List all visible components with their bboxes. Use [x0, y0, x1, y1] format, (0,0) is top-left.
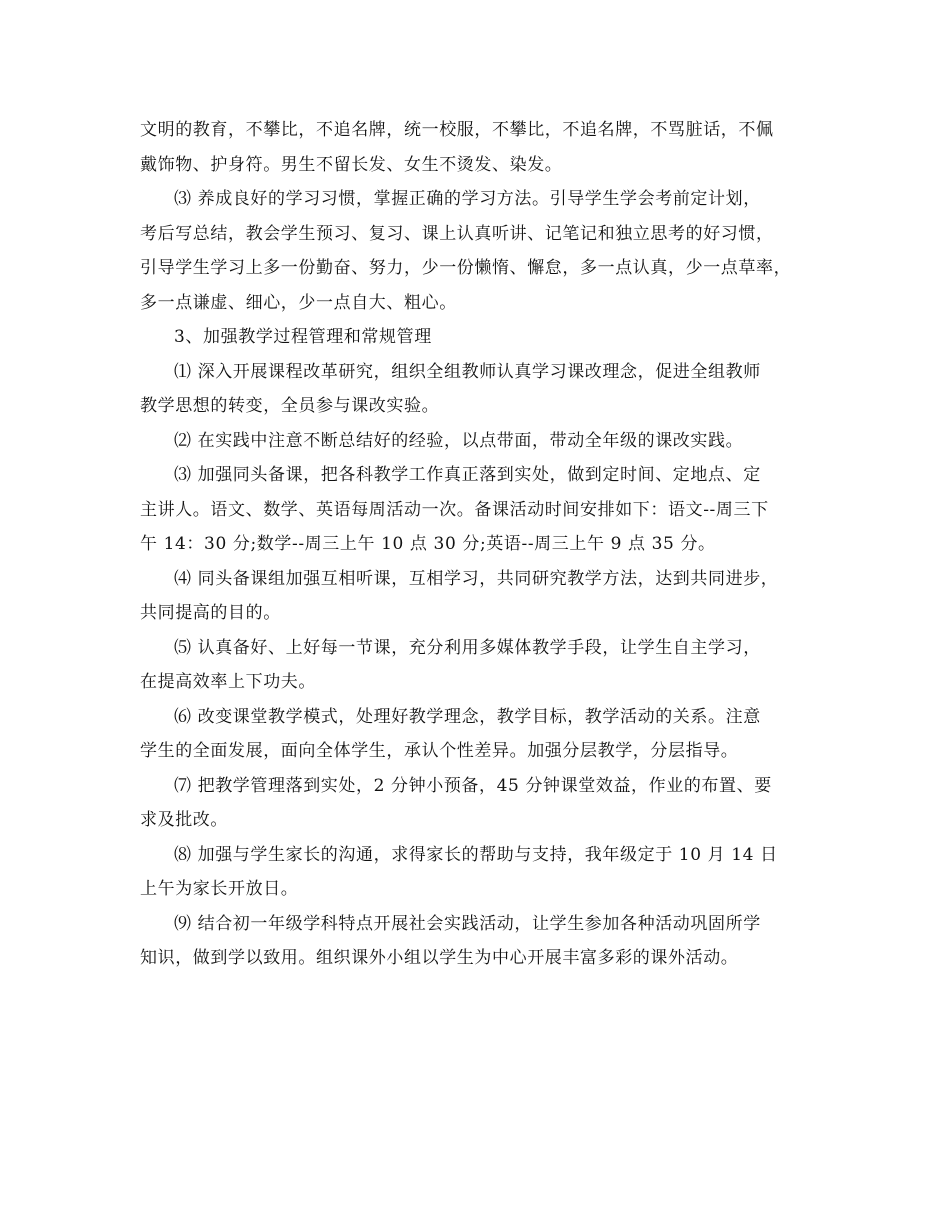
text-line: ⑴ 深入开展课程改革研究，组织全组教师认真学习课改理念，促进全组教师	[174, 361, 761, 382]
text-line: ⑺ 把教学管理落到实处，2 分钟小预备，45 分钟课堂效益，作业的布置、要	[174, 775, 772, 796]
text-line: ⑼ 结合初一年级学科特点开展社会实践活动，让学生参加各种活动巩固所学	[174, 913, 761, 934]
section-heading: 3、加强教学过程管理和常规管理	[174, 327, 432, 347]
text-line: 学生的全面发展，面向全体学生，承认个性差异。加强分层教学，分层指导。	[140, 741, 739, 761]
text-line: 知识，做到学以致用。组织课外小组以学生为中心开展丰富多彩的课外活动。	[140, 948, 739, 968]
document-body	[140, 113, 830, 976]
text-line: 引导学生学习上多一份勤奋、努力，少一份懒惰、懈怠，多一点认真，少一点草率，	[140, 258, 792, 278]
text-line: ⑵ 在实践中注意不断总结好的经验，以点带面，带动全年级的课改实践。	[174, 430, 744, 451]
text-line: 教学思想的转变，全员参与课改实验。	[140, 396, 440, 416]
text-line: 求及批改。	[140, 810, 228, 830]
text-line: 文明的教育，不攀比，不追名牌，统一校服，不攀比，不追名牌，不骂脏话，不佩	[140, 120, 774, 140]
text-line: 午 14：30 分;数学--周三上午 10 点 30 分;英语--周三上午 9 点 35 分。	[140, 534, 716, 554]
text-line: ⑸ 认真备好、上好每一节课，充分利用多媒体教学手段，让学生自主学习，	[174, 637, 761, 658]
text-line: 考后写总结，教会学生预习、复习、课上认真听讲、记笔记和独立思考的好习惯，	[140, 223, 774, 244]
text-line: 上午为家长开放日。	[140, 879, 299, 899]
text-line: 多一点谦虚、细心，少一点自大、粗心。	[140, 292, 457, 313]
text-line: ⑶ 养成良好的学习习惯，掌握正确的学习方法。引导学生学会考前定计划，	[174, 189, 761, 209]
text-line: 在提高效率上下功夫。	[140, 672, 316, 692]
text-line: ⑶ 加强同头备课，把各科教学工作真正落到实处，做到定时间、定地点、定	[174, 465, 761, 485]
text-line: 共同提高的目的。	[140, 603, 281, 623]
text-line: 戴饰物、护身符。男生不留长发、女生不烫发、染发。	[140, 154, 563, 175]
text-line: ⑻ 加强与学生家长的沟通，求得家长的帮助与支持，我年级定于 10 月 14 日	[174, 844, 778, 865]
text-line: ⑹ 改变课堂教学模式，处理好教学理念，教学目标，教学活动的关系。注意	[174, 706, 761, 727]
text-line: ⑷ 同头备课组加强互相听课，互相学习，共同研究教学方法，达到共同进步，	[174, 568, 779, 589]
text-line: 主讲人。语文、数学、英语每周活动一次。备课活动时间安排如下：语文--周三下	[140, 499, 769, 520]
